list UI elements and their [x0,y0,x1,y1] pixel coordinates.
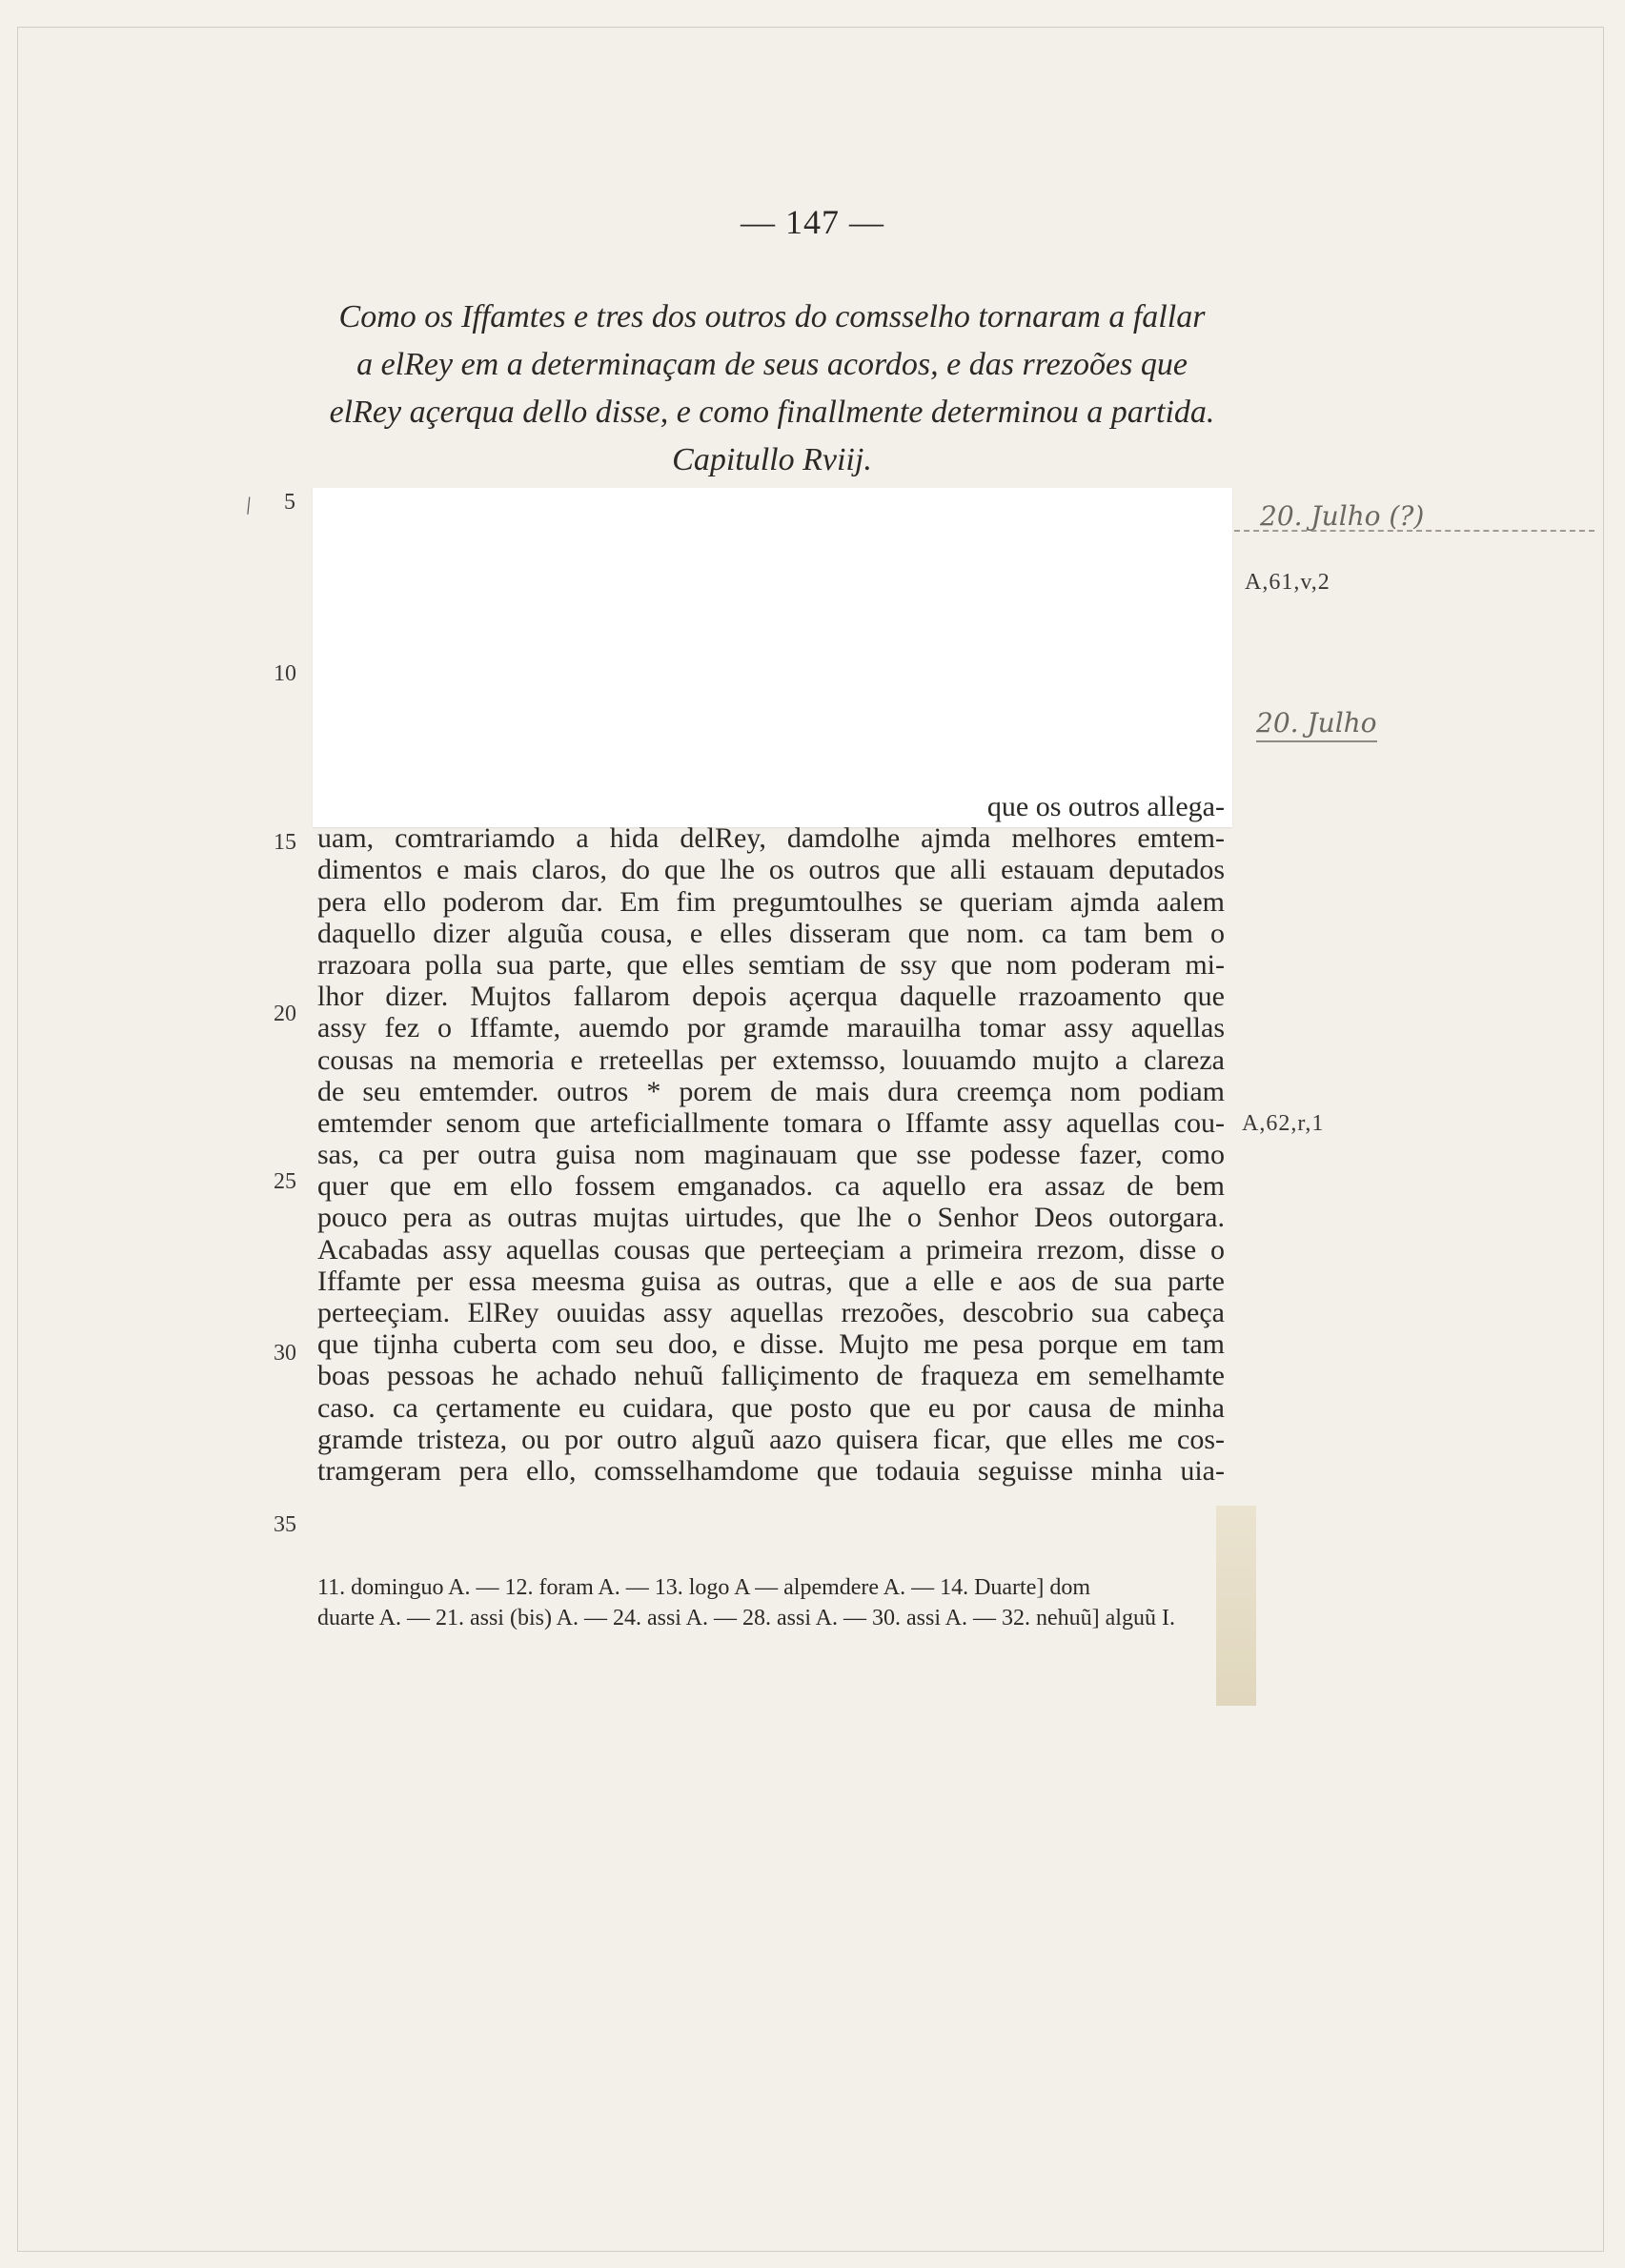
text-line: pera ello poderom dar. Em fim pregumtoulhes se queriam ajmda aalem [317,885,1225,918]
chapter-title-line: a elRey em a determinaçam de seus acordos, e das rrezoões que [356,347,1188,382]
margin-reference: A,61,v,2 [1245,570,1330,595]
text-line: caso. ca çertamente eu cuidara, que posto que eu por causa de minha [317,1391,1225,1424]
line-number-35: 35 [274,1512,296,1537]
text-line: que tijnha cuberta com seu doo, e disse. Mujto me pesa porque em tam [317,1328,1225,1361]
line-number-5: 5 [284,490,295,515]
text-line: tramgeram pera ello, comsselhamdome que todauia seguisse minha uia- [317,1454,1225,1487]
text-line: de seu emtemder. outros * porem de mais dura creemça nom podiam [317,1075,1225,1107]
text-line: perteeçiam. ElRey ouuidas assy aquellas rrezoões, descobrio sua cabeça [317,1297,1225,1328]
text-line: gramde tristeza, ou por outro alguũ aazo quisera ficar, que elles me cos- [317,1423,1225,1455]
chapter-title-line: Como os Iffamtes e tres dos outros do comsselho tornaram a fallar [338,299,1206,334]
footnote-line: 11. dominguo A. — 12. foram A. — 13. logo A — alpemdere A. — 14. Duarte] dom [317,1575,1091,1600]
chapter-title [315,294,1229,484]
line-number-15: 15 [274,830,296,855]
line-number-20: 20 [274,1002,296,1026]
footnotes [317,1572,1225,1633]
text-line: Iffamte per essa meesma guisa as outras, que a elle e aos de sua parte [317,1265,1225,1297]
handwritten-note: 20. Julho (?) [1260,500,1425,532]
handwritten-note: 20. Julho [1256,707,1377,742]
text-line: assy fez o Iffamte, auemdo por gramde marauilha tomar assy aquellas [317,1012,1225,1044]
chapter-heading: Capitullo Rviij. [672,442,872,477]
text-line: cousas na memoria e rreteellas per extemsso, louuamdo mujto a clareza [317,1043,1225,1076]
text-line: boas pessoas he achado nehuũ falliçimento de fraqueza em semelhamte [317,1360,1225,1392]
text-line: uam, comtrariamdo a hida delRey, damdolhe ajmda melhores emtem- [317,822,1225,855]
text-line: que os outros allega- [986,791,1225,822]
pencil-tick-mark: \ [239,491,258,520]
text-line: sas, ca per outra guisa nom maginauam que sse podesse fazer, como [317,1139,1225,1171]
footnote-line: duarte A. — 21. assi (bis) A. — 24. assi A. — 28. assi A. — 30. assi A. — 32. nehuũ] alguũ I. [317,1606,1175,1630]
line-number-10: 10 [274,661,296,686]
body-text [317,791,1225,1487]
redacted-area [313,488,1232,827]
text-line: rrazoara polla sua parte, que elles semtiam de ssy que nom poderam mi- [317,948,1225,981]
page-number: — 147 — [741,203,884,241]
text-line: daquello dizer alguũa cousa, e elles disseram que nom. ca tam bem o [317,917,1225,949]
line-number-25: 25 [274,1169,296,1194]
line-number-30: 30 [274,1341,296,1366]
text-line: dimentos e mais claros, do que lhe os outros que alli estauam deputados [317,854,1225,886]
text-line: quer que em ello fossem emganados. ca aquello era assaz de bem [317,1170,1225,1203]
text-line: Acabadas assy aquellas cousas que perteeçiam a primeira rrezom, disse o [317,1233,1225,1266]
chapter-title-line: elRey açerqua dello disse, e como finallmente determinou a partida. [329,395,1215,430]
text-line: emtemder senom que arteficiallmente tomara o Iffamte assy aquellas cou- [317,1106,1225,1139]
margin-reference: A,62,r,1 [1242,1111,1325,1136]
text-line: pouco pera as outras mujtas uirtudes, que lhe o Senhor Deos outorgara. [317,1202,1225,1234]
text-line: lhor dizer. Mujtos fallarom depois açerqua daquelle rrazoamento que [317,981,1225,1013]
